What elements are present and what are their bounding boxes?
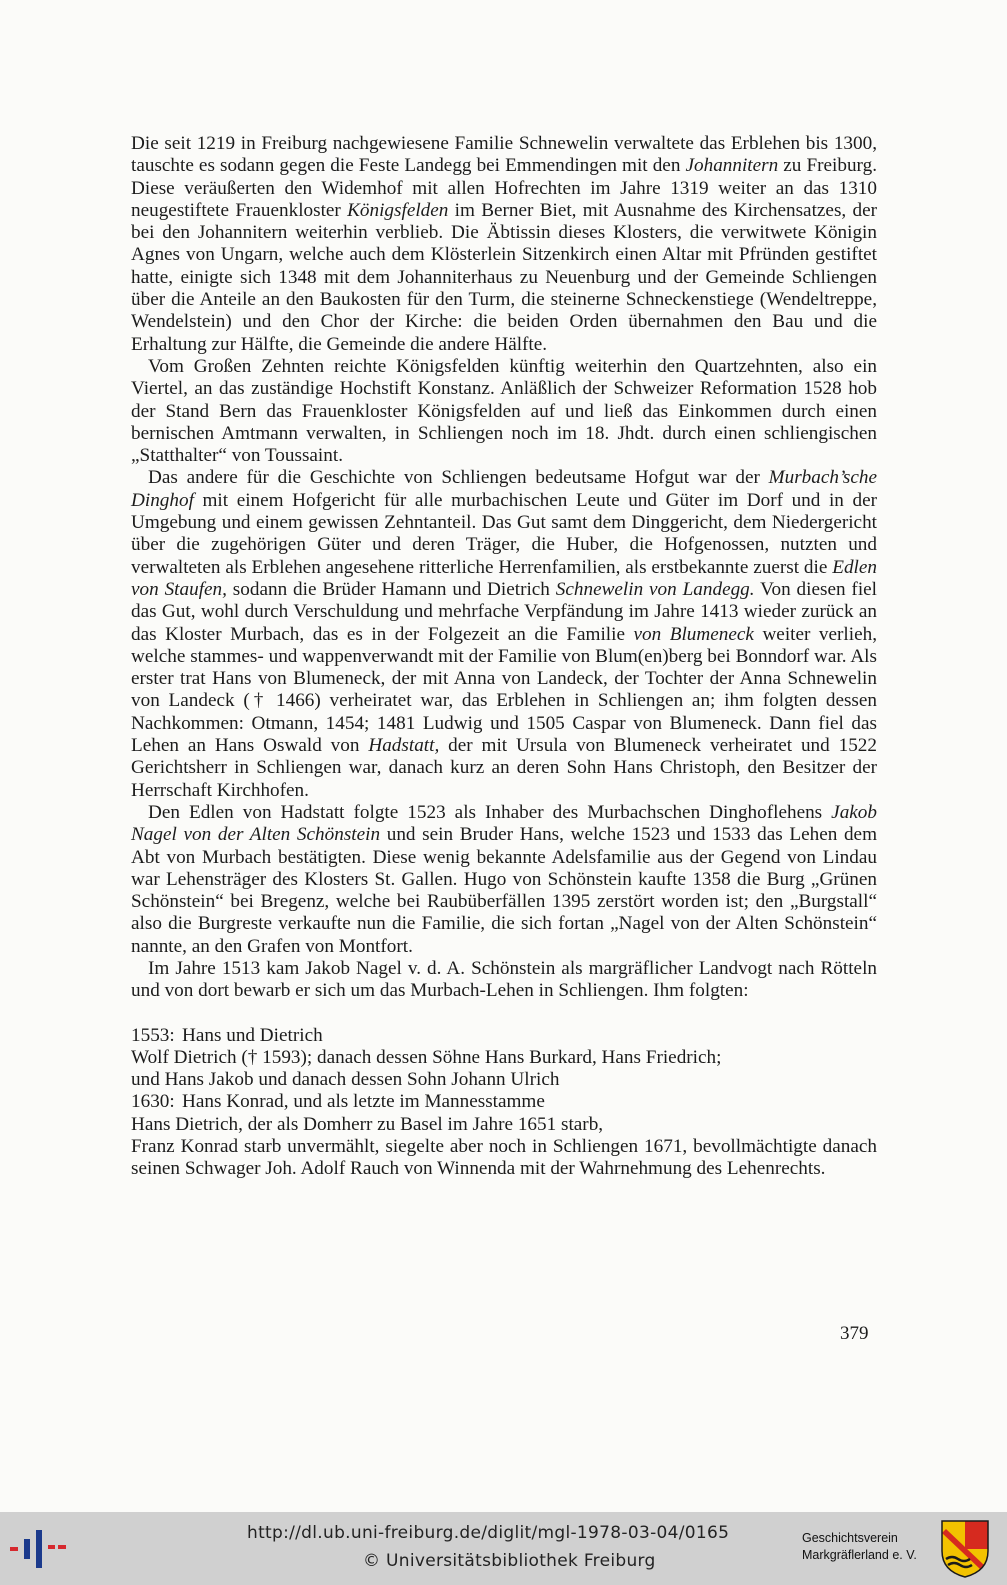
entry-line: und Hans Jakob und danach dessen Sohn Johann Ulrich [131, 1069, 560, 1091]
paragraph-3: Das andere für die Geschichte von Schliengen bedeutsame Hofgut war der Murbach’sche Dinghof mit einem Hofgericht für alle murbachischen Leute und Güter im Dorf und in der Umgebung und einem gewissen Zehntanteil. Das Gut samt dem Dinggericht, dem Niedergericht über die zugehörigen Güter und deren Träger, die Huber, die Hofgenossen, nutzten und verwalteten als Erblehen angesehene ritterliche Herrenfamilien, als erstbekannte zuerst die Edlen von Staufen, sodann die Brüder Hamann und Dietrich Schnewelin von Landegg. Von diesen fiel das Gut, wohl durch Verschuldung und mehrfache Verpfändung im Jahre 1413 wieder zurück an das Kloster Murbach, das es in der Folgezeit an die Familie von Blumeneck weiter verlieh, welche stammes- und wappenverwandt mit der Familie von Blum(en)berg bei Bonndorf war. Als erster trat Hans von Blumeneck, der mit Anna von Landeck, der Tochter der Anna Schnewelin von Landeck († 1466) verheiratet war, das Erblehen in Schliengen an; ihm folgten dessen Nachkommen: Otmann, 1454; 1481 Ludwig und 1505 Caspar von Blumeneck. Dann fiel das Lehen an Hans Oswald von Hadstatt, der mit Ursula von Blumeneck verheiratet und 1522 Gerichtsherr in Schliengen war, danach kurz an deren Sohn Hans Christoph, den Besitzer der Herrschaft Kirchhofen. [131, 467, 878, 801]
entry-year: 1630: [131, 1091, 175, 1113]
digital-library-logo-icon[interactable] [10, 1528, 66, 1570]
page-number: 379 [840, 1323, 869, 1344]
entry-line: Wolf Dietrich († 1593); danach dessen Söhne Hans Burkard, Hans Friedrich; [131, 1046, 722, 1068]
entry-first-line: Hans und Dietrich [182, 1024, 323, 1046]
entry-line: Franz Konrad starb unvermählt, siegelte aber noch in Schliengen 1671, bevollmächtigte danach seinen Schwager Joh. Adolf Rauch von Winnenda mit der Wahrnehmung des Lehenrechts. [131, 1136, 877, 1180]
permalink-url[interactable]: http://dl.ub.uni-freiburg.de/diglit/mgl-1978-03-04/0165 [247, 1523, 730, 1543]
succession-entry [131, 1091, 877, 1180]
paragraph-5: Im Jahre 1513 kam Jakob Nagel v. d. A. Schönstein als margräflicher Landvogt nach Rötteln und von dort bewarb er sich um das Murbach-Lehen in Schliengen. Ihm folgten: [131, 957, 877, 1002]
copyright-notice: © Universitätsbibliothek Freiburg [363, 1551, 656, 1571]
succession-entry [131, 1025, 877, 1092]
succession-list [131, 1025, 877, 1181]
page-body [131, 133, 877, 1181]
paragraph-1: Die seit 1219 in Freiburg nachgewiesene Familie Schnewelin verwaltete das Erblehen bis 1300, tauschte es sodann gegen die Feste Landegg bei Emmendingen mit den Johannitern zu Freiburg. Diese veräußerten den Widemhof mit allen Hofrechten im Jahre 1319 weiter an das 1310 neugestiftete Frauenkloster Königsfelden im Berner Biet, mit Ausnahme des Kirchensatzes, der bei den Johannitern weiterhin verblieb. Die Äbtissin dieses Klosters, die verwitwete Königin Agnes von Ungarn, welche auch dem Klösterlein Sitzenkirch einen Altar mit Pfründen gestiftet hatte, einigte sich 1348 mit dem Johanniterhaus zu Neuenburg und der Gemeinde Schliengen über die Anteile an den Baukosten für den Turm, die steinerne Schneckenstiege (Wendeltreppe, Wendelstein) und den Chor der Kirche: die beiden Orden übernahmen den Bau und die Erhaltung zur Hälfte, die Gemeinde die andere Hälfte. [131, 133, 877, 355]
society-name: Geschichtsverein Markgräflerland e. V. [802, 1531, 917, 1562]
entry-line: Hans Dietrich, der als Domherr zu Basel im Jahre 1651 starb, [131, 1113, 604, 1135]
coat-of-arms-icon [940, 1519, 990, 1579]
entry-first-line: Hans Konrad, und als letzte im Mannesstamme [182, 1091, 545, 1113]
paragraph-2: Vom Großen Zehnten reichte Königsfelden künftig weiterhin den Quartzehnten, also ein Viertel, an das zuständige Hochstift Konstanz. Anläßlich der Schweizer Reformation 1528 hob der Stand Bern das Frauenkloster Königsfelden auf und ließ das Einkommen durch einen bernischen Amtmann verwalten, in Schliengen noch im 18. Jhdt. durch einen schliengischen „Statthalter“ von Toussaint. [131, 355, 877, 467]
entry-year: 1553: [131, 1024, 175, 1046]
footer-bar [0, 1512, 1007, 1585]
paragraph-4: Den Edlen von Hadstatt folgte 1523 als Inhaber des Murbachschen Dinghoflehens Jakob Nagel von der Alten Schönstein und sein Bruder Hans, welche 1523 und 1533 das Lehen dem Abt von Murbach bestätigten. Diese wenig bekannte Adelsfamilie aus der Gegend von Lindau war Lehensträger des Klosters St. Gallen. Hugo von Schönstein kaufte 1358 die Burg „Grünen Schönstein“ bei Bregenz, welche bei Raubüberfällen 1395 zerstört worden ist; den „Burgstall“ also die Burgreste verkaufte nun die Familie, die sich fortan „Nagel von der Alten Schönstein“ nannte, an den Grafen von Montfort. [131, 801, 877, 957]
